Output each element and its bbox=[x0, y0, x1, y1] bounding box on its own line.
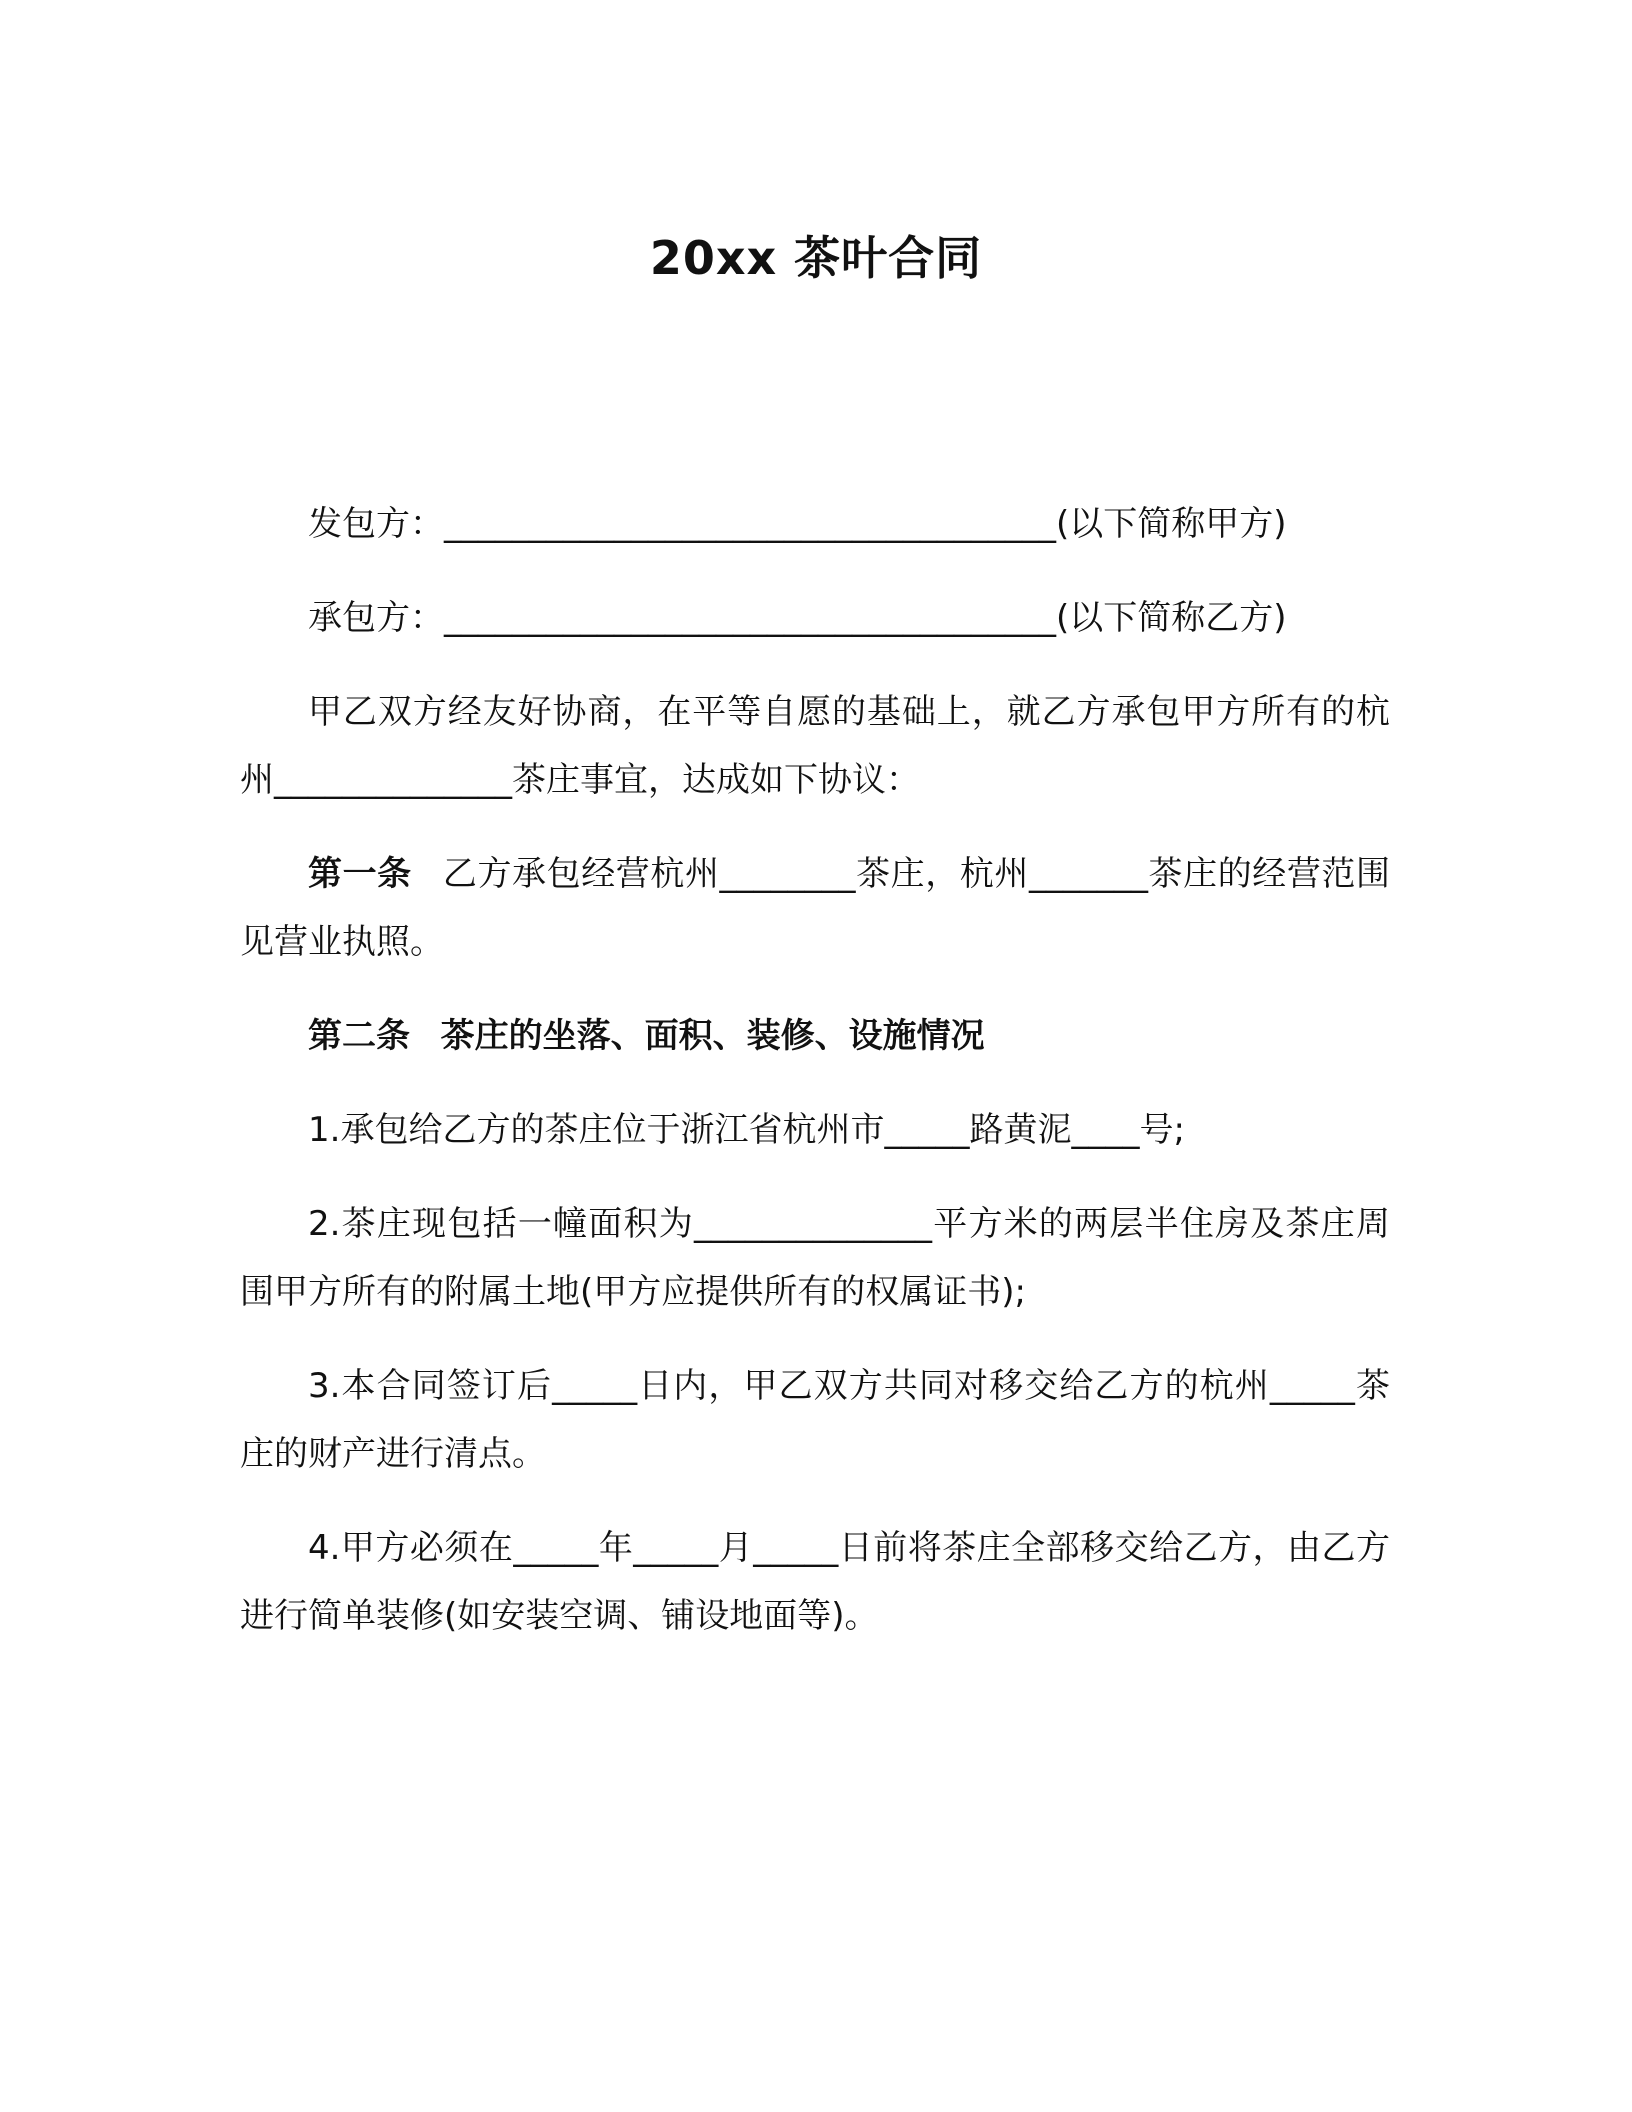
document-title: 20xx 茶叶合同 bbox=[649, 231, 983, 285]
article-1-text: 乙方承包经营杭州________茶庄，杭州_______茶庄的经营范围见营业执照。 bbox=[240, 854, 1391, 962]
party-b-line: 承包方：____________________________________(以下简称乙方) bbox=[308, 598, 1287, 638]
article-1 bbox=[240, 840, 1390, 976]
article-2-item-1: 1.承包给乙方的茶庄位于浙江省杭州市_____路黄泥____号; bbox=[308, 1110, 1185, 1150]
article-2-item-2: 2.茶庄现包括一幢面积为______________平方米的两层半住房及茶庄周围甲方所有的附属土地(甲方应提供所有的权属证书); bbox=[240, 1204, 1390, 1312]
article-2 bbox=[240, 1002, 1390, 1070]
party-a-line: 发包方：____________________________________(以下简称甲方) bbox=[308, 504, 1287, 544]
article-2-text: 茶庄的坐落、面积、装修、设施情况 bbox=[440, 1016, 985, 1056]
article-2-item-3: 3.本合同签订后_____日内，甲乙双方共同对移交给乙方的杭州_____茶庄的财产进行清点。 bbox=[240, 1366, 1391, 1474]
preamble: 甲乙双方经友好协商，在平等自愿的基础上，就乙方承包甲方所有的杭州______________茶庄事宜，达成如下协议： bbox=[240, 692, 1390, 800]
document-body bbox=[240, 490, 1390, 1676]
article-1-heading: 第一条 bbox=[308, 854, 412, 894]
article-2-heading: 第二条 bbox=[308, 1016, 410, 1056]
article-2-item-4: 4.甲方必须在_____年_____月_____日前将茶庄全部移交给乙方，由乙方进行简单装修(如安装空调、铺设地面等)。 bbox=[240, 1528, 1390, 1636]
